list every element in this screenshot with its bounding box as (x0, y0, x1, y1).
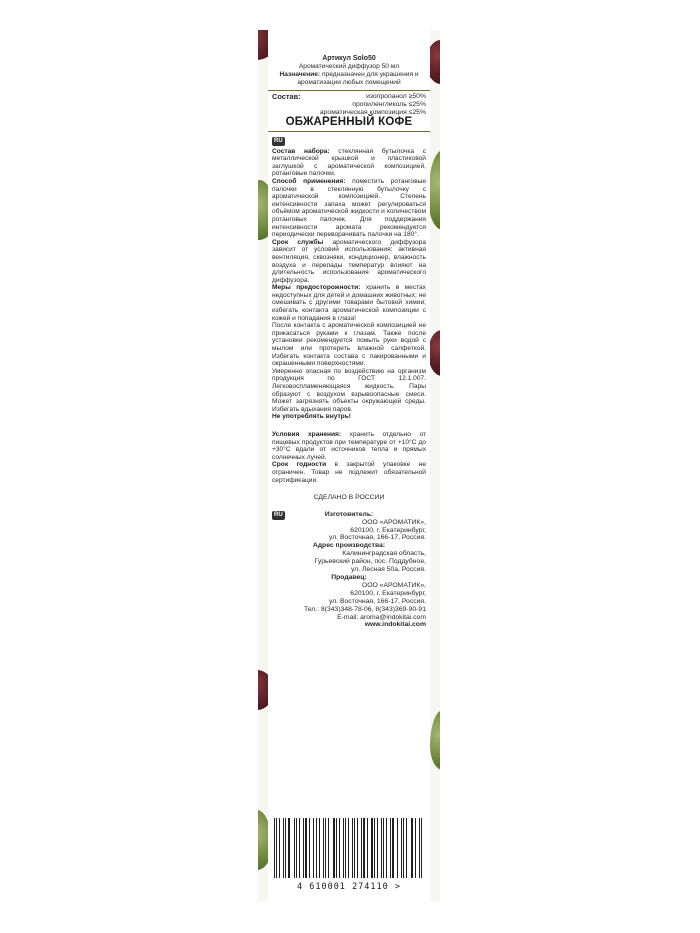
barcode-bar (352, 818, 353, 878)
barcode-bar (283, 818, 284, 878)
barcode-bar (345, 818, 346, 878)
contact-paragraph: После контакта с ароматической композицией не прикасаться руками к глазам. Также после установки рекомендуется помыть руки водой с мылом или протереть влажной салфеткой. Избегать контакта состава с лакированными и окрашенными поверхностями. (272, 322, 426, 368)
barcode-bar (403, 818, 404, 878)
use-text: поместить ротанговые палочки в стеклянную бутылочку с ароматической композицией. Степень интенсивности запаха может регулироваться объёмом ароматической жидкости и количеством ротанговых палочек. Для поддержания интенсивности аромата рекомендуется периодически переворачивать палочки на 180°. (272, 177, 426, 239)
barcode-bar (303, 818, 304, 878)
barcode-bar (390, 818, 391, 878)
product-box (258, 30, 440, 902)
barcode-bar (406, 818, 407, 878)
purpose-text: предназначен для украшения и ароматизации любых помещений (297, 71, 419, 86)
hazard-paragraph: Умеренно опасная по воздействию на организм продукция по ГОСТ 12.1.007. Легковоспламеняющаяся жидкость. Пары образуют с воздухом взрывоопасные смеси. Может загрязнять объекты окружающей среды. Избегать вдыхания паров. (272, 367, 426, 413)
kit-text: стеклянная бутылочка с металлической крышкой и пластиковой заглушкой с ароматической композицией, ротанговые палочки. (272, 147, 426, 178)
composition-row (272, 93, 426, 101)
composition-label: Состав: (272, 92, 301, 101)
barcode (268, 814, 430, 894)
barcode-bar (348, 818, 349, 878)
life-label: Срок службы (272, 238, 324, 246)
barcode-bar (296, 818, 297, 878)
barcode-bar (386, 818, 387, 878)
barcode-bar (374, 818, 375, 878)
website: www.indokitai.com (364, 621, 426, 629)
phone: Тел.: 8(343)348-78-06, 8(343)369-90-91 (303, 605, 426, 613)
kit-label: Состав набора: (272, 147, 330, 155)
lang-badge-row (272, 137, 426, 146)
life-paragraph (272, 239, 426, 285)
ru-badge: RU (274, 137, 283, 144)
barcode-bar (339, 818, 340, 878)
manufacturer-address: ул. Восточная, 166-17, Россия. (328, 534, 426, 542)
barcode-bar (383, 818, 384, 878)
label-content (272, 30, 426, 902)
divider (268, 131, 430, 132)
barcode-first-digit: 4 (296, 882, 304, 892)
barcode-bar (354, 818, 355, 878)
purpose-label: Назначение: (279, 71, 321, 78)
storage-paragraph (272, 431, 426, 461)
barcode-bar (377, 818, 378, 878)
barcode-bar (323, 818, 324, 878)
precaution-text: хранить в местах недоступных для детей и домашних животных; не смешивать с другими товарами бытовой химии; избегать контакта ароматической композиции с кожей и попадания в глаза! (272, 284, 426, 322)
product-header (272, 55, 426, 87)
barcode-bar (299, 818, 300, 878)
barcode-bar (401, 818, 402, 878)
barcode-bars (274, 818, 424, 878)
barcode-digits (268, 882, 430, 892)
barcode-bar (309, 818, 310, 878)
purpose (272, 71, 426, 87)
production-address: Гурьевский район, пос. Поддубное, (314, 558, 426, 566)
manufacturer-block (272, 511, 426, 630)
barcode-end-marker: > (394, 882, 402, 892)
leaf-decoration (430, 710, 440, 770)
life-text: ароматического диффузора зависит от условий использования: активная вентиляция, сквозняки, кондиционер, влажность воздуха и перепады температур влияют на длительность использования ароматического диффузора. (272, 238, 426, 284)
barcode-bar (294, 818, 295, 878)
seller-address: ул. Восточная, 166-17, Россия. (328, 597, 426, 605)
composition-line: изопропанол ≥50% (366, 93, 426, 100)
article-number: Артикул Solo50 (322, 55, 376, 62)
divider (268, 90, 430, 91)
production-address: Калининградская область, (342, 550, 426, 558)
barcode-bar (415, 818, 416, 878)
barcode-bar (319, 818, 320, 878)
barcode-bar (333, 818, 335, 878)
composition-line: пропиленгликоль ≤25% (352, 101, 426, 108)
storage-label: Условия хранения: (272, 430, 342, 438)
barcode-bar (363, 818, 364, 878)
ru-badge: RU (274, 511, 283, 518)
product-type: Ароматический диффузор 50 мл (298, 63, 400, 70)
precaution-paragraph (272, 284, 426, 322)
barcode-bar (371, 818, 373, 878)
barcode-bar (288, 818, 290, 878)
shelf-label: Срок годности (272, 461, 327, 469)
barcode-bar (357, 818, 358, 878)
barcode-bar (367, 818, 368, 878)
manufacturer-name: ООО «АРОМАТИК», (361, 518, 426, 526)
made-in: СДЕЛАНО В РОССИИ (313, 494, 385, 502)
barcode-bar (397, 818, 398, 878)
warning-label: Не употреблять внутрь! (272, 413, 351, 421)
barcode-bar (325, 818, 326, 878)
barcode-bar (313, 818, 314, 878)
barcode-bar (392, 818, 394, 878)
manufacturer-label: Изготовитель: (324, 510, 374, 518)
barcode-bar (285, 818, 286, 878)
shelf-paragraph (272, 461, 426, 484)
barcode-bar (421, 818, 422, 878)
email: E-mail: aroma@indokitai.com (337, 613, 426, 621)
barcode-group-1: 610001 (309, 882, 346, 892)
spacer (272, 421, 426, 431)
storage-text: хранить отдельно от пищевых продуктов при температуре от +10°С до +30°С вдали от источников тепла и прямых солнечных лучей. (272, 430, 426, 461)
barcode-bar (276, 818, 277, 878)
barcode-bar (411, 818, 412, 878)
warning-text (272, 413, 426, 421)
barcode-bar (274, 818, 275, 878)
use-paragraph (272, 178, 426, 239)
barcode-bar (336, 818, 337, 878)
barcode-bar (361, 818, 362, 878)
barcode-bar (419, 818, 420, 878)
seller-name: ООО «АРОМАТИК», (361, 581, 426, 589)
barcode-group-2: 274110 (352, 882, 389, 892)
production-address: ул. Лесная 50а, Россия. (350, 566, 426, 574)
use-label: Способ применения: (272, 177, 346, 185)
product-name: ОБЖАРЕННЫЙ КОФЕ (285, 116, 413, 128)
composition-line: ароматическая композиция ≤25% (319, 109, 426, 116)
barcode-bar (412, 818, 413, 878)
production-label: Адрес производства: (312, 542, 386, 550)
seller-address: 620100, г. Екатеринбург, (350, 589, 426, 597)
precaution-label: Меры предосторожности: (272, 284, 361, 292)
barcode-bar (279, 818, 280, 878)
seller-label: Продавец: (331, 573, 367, 581)
kit-paragraph (272, 148, 426, 178)
barcode-bar (343, 818, 344, 878)
barcode-bar (316, 818, 317, 878)
barcode-bar (381, 818, 382, 878)
barcode-bar (305, 818, 307, 878)
barcode-bar (328, 818, 329, 878)
manufacturer-address: 620100, г. Екатеринбург, (350, 526, 426, 534)
instructions (272, 148, 426, 485)
shelf-text: в закрытой упаковке не ограничен. Товар не подлежит обязательной сертификации. (272, 461, 427, 484)
